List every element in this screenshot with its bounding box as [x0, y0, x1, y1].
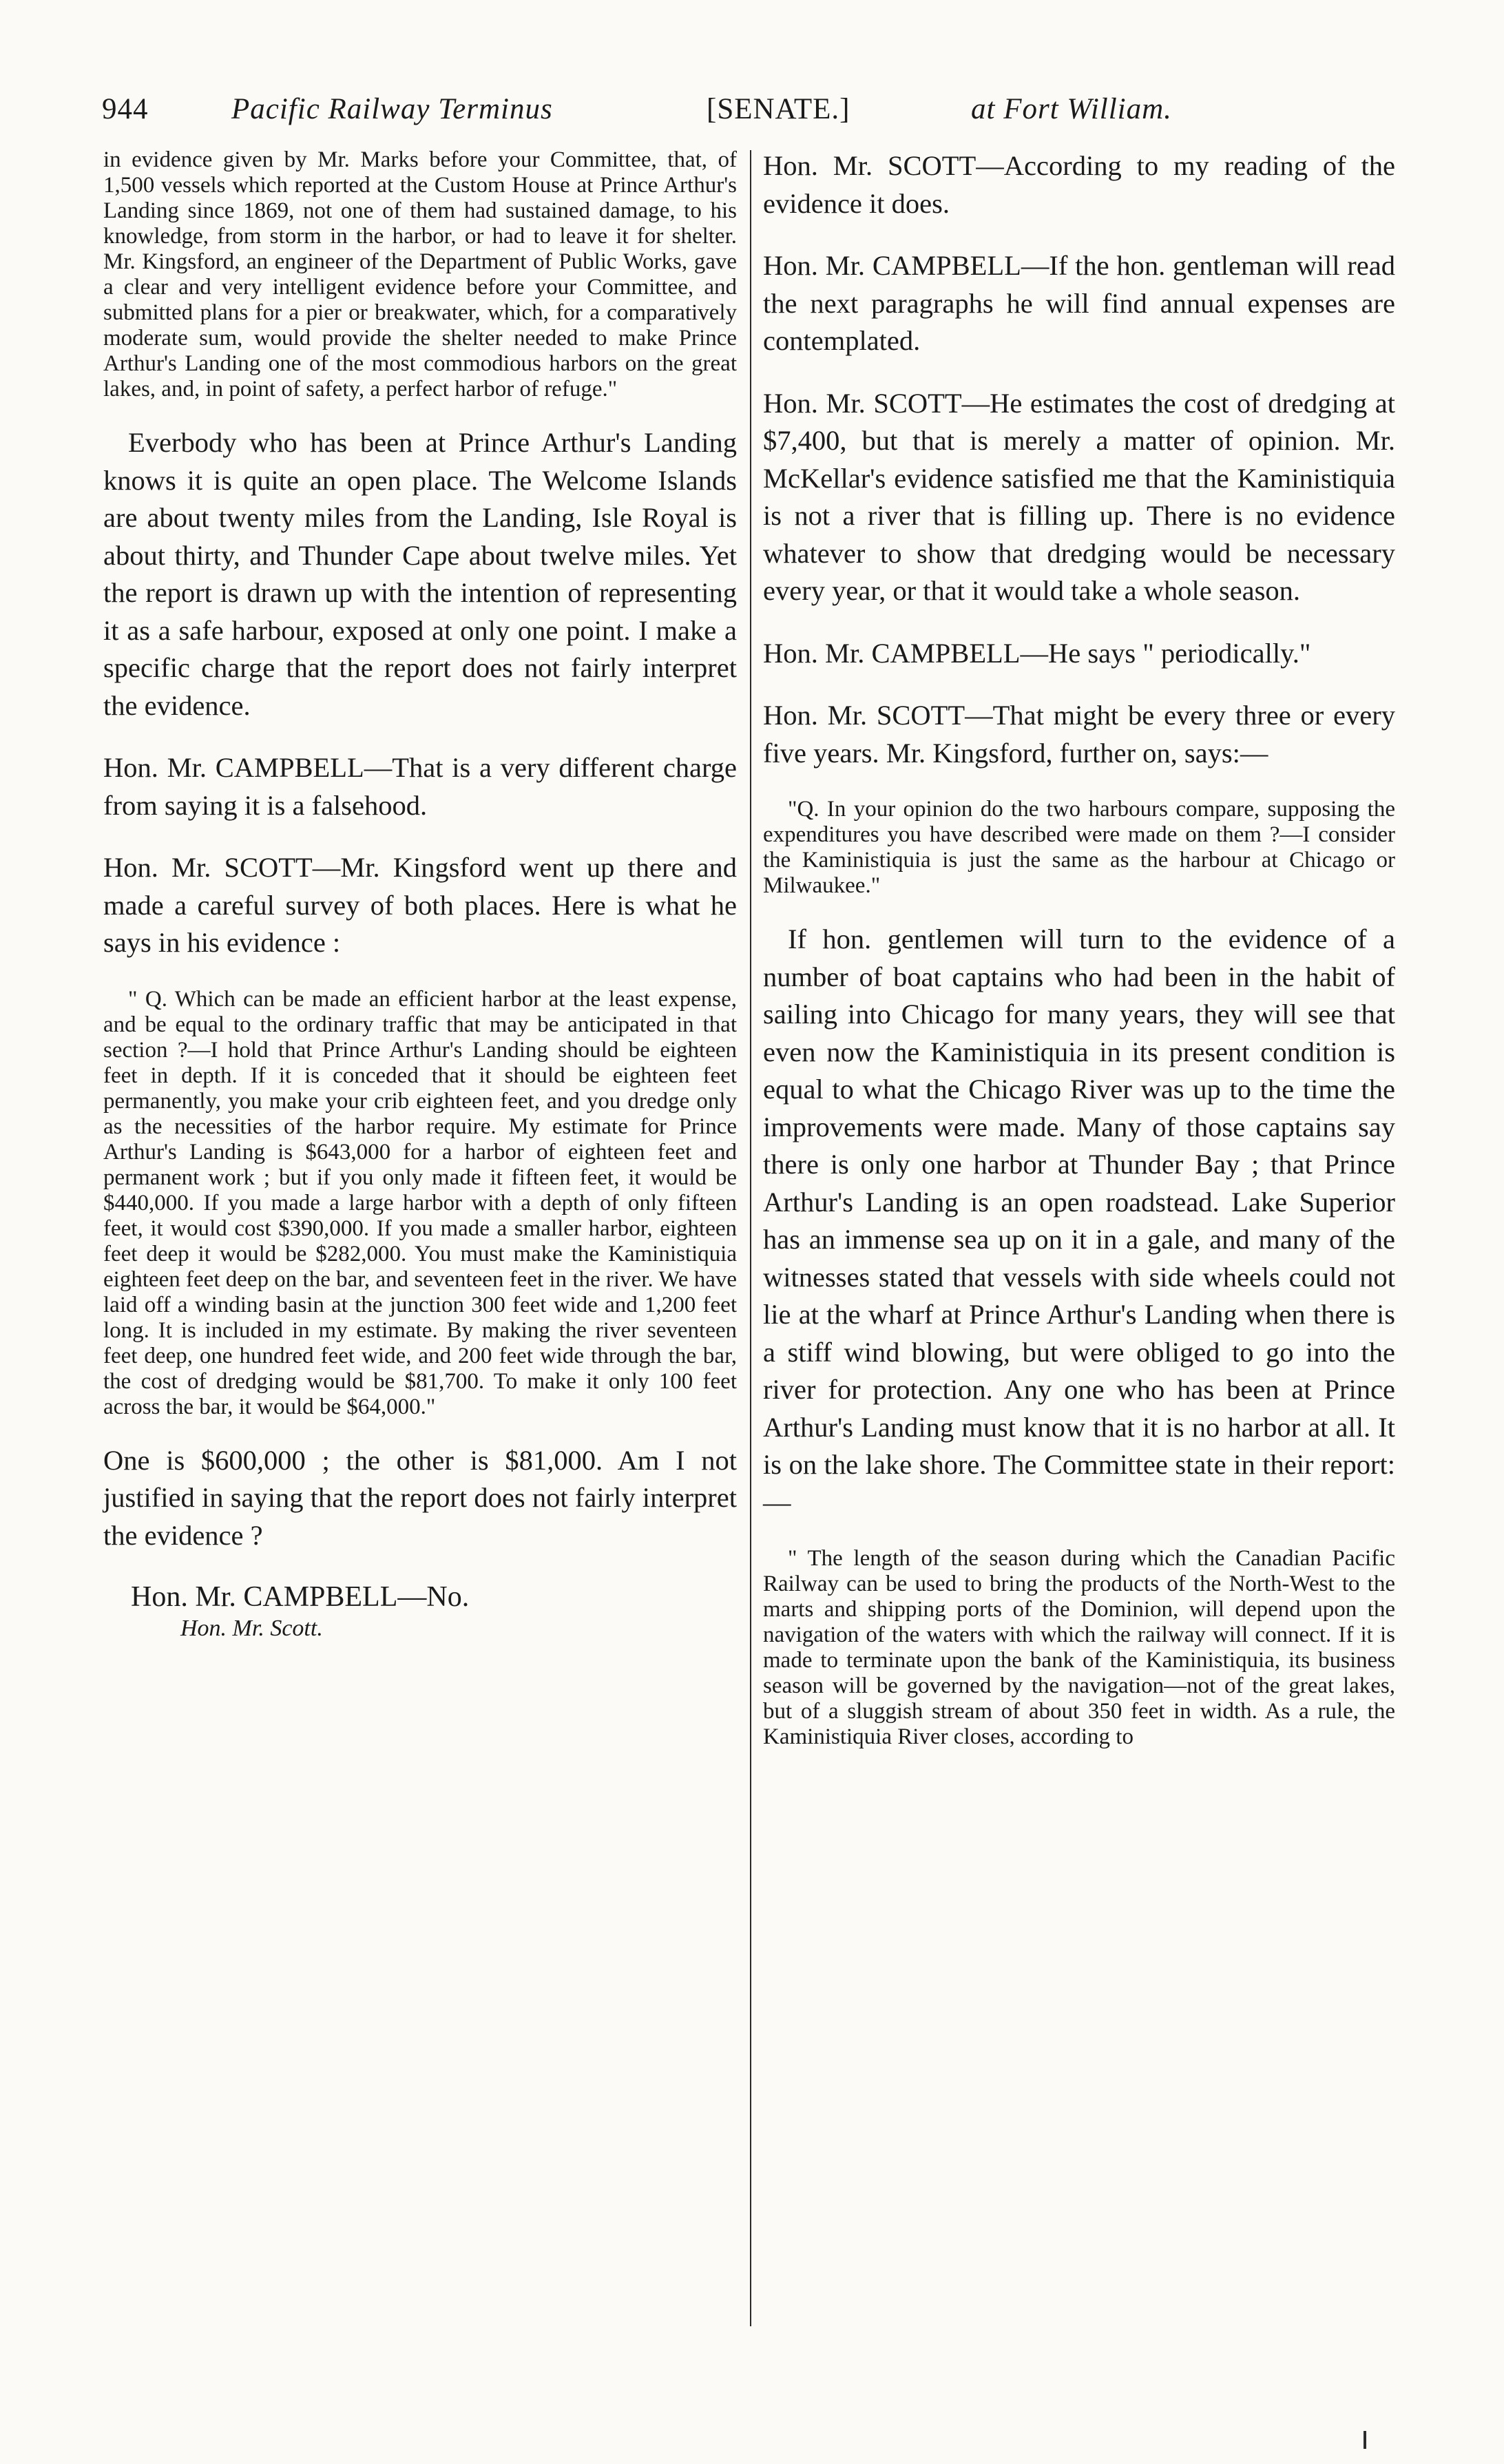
quoted-evidence: "Q. In your opinion do the two harbours compare, supposing the expenditures you have described were made on them ?—I consider the Kaministiquia is just the same as the harbour at Chicago or Milwaukee." [763, 797, 1395, 898]
catchword: Hon. Mr. Scott. [180, 1616, 323, 1641]
speech-paragraph: Hon. Mr. SCOTT—That might be every three or every five years. Mr. Kingsford, further on, says:— [763, 700, 1395, 769]
right-column [763, 147, 1395, 2361]
quoted-report-continuation: in evidence given by Mr. Marks before your Committee, that, of 1,500 vessels which reported at the Custom House at Prince Arthur's Landing since 1869, not one of them had sustained damage, to his knowledge, from storm in the harbor, or had to leave it for shelter. Mr. Kingsford, an engineer of the Department of Public Works, gave a clear and very intelligent evidence before your Committee, and submitted plans for a pier or breakwater, which, for a comparatively moderate sum, would provide the shelter needed to make Prince Arthur's Landing one of the most commodious harbors on the great lakes, and, in point of safety, a perfect harbor of refuge." [103, 147, 737, 401]
location-label: at Fort William. [971, 93, 1172, 125]
speech-paragraph: Hon. Mr. SCOTT—According to my reading of the evidence it does. [763, 150, 1395, 219]
left-column [103, 147, 737, 2361]
running-header [96, 83, 1422, 138]
speech-paragraph: Hon. Mr. CAMPBELL—He says " periodically." [763, 637, 1311, 669]
speaker-line: Hon. Mr. CAMPBELL—No. [131, 1581, 470, 1613]
speech-paragraph: Everbody who has been at Prince Arthur's Landing knows it is quite an open place. The Welcome Islands are about twenty miles from the Landing, Isle Royal is about thirty, and Thunder Cape about twelve miles. Yet the report is drawn up with the intention of representing it as a safe harbour, exposed at only one point. I make a specific charge that the report does not fairly interpret the evidence. [103, 427, 737, 721]
page-number: 944 [102, 93, 149, 125]
quoted-report: " The length of the season during which the Canadian Pacific Railway can be used to bring the products of the North-West to the marts and shipping ports of the Dominion, will depend upon the navigation of the waters with which the railway will connect. If it is made to terminate upon the bank of the Kaministiquia, its business season will be governed by the navigation—not of the great lakes, but of a sluggish stream of about 350 feet in width. As a rule, the Kaministiquia River closes, according to [763, 1546, 1395, 1749]
speech-paragraph: Hon. Mr. CAMPBELL—If the hon. gentleman will read the next paragraphs he will find annual expenses are contemplated. [763, 250, 1395, 356]
column-divider [750, 150, 751, 2326]
quoted-evidence: " Q. Which can be made an efficient harbor at the least expense, and be equal to the ordinary traffic that may be anticipated in that section ?—I hold that Prince Arthur's Landing should be eighteen feet in depth. If it is conceded that it should be eighteen feet permanently, you make your crib eighteen feet, and you dredge only as the necessities of the harbor require. My estimate for Prince Arthur's Landing is $643,000 for a harbor of eighteen feet and permanent work ; but if you only made it fifteen feet, it would be $440,000. If you made a large harbor with a depth of only fifteen feet, it would cost $390,000. If you made a smaller harbor, eighteen feet deep it would be $282,000. You must make the Kaministiquia eighteen feet deep on the bar, and seventeen feet in the river. We have laid off a winding basin at the junction 300 feet wide and 1,200 feet long. It is included in my estimate. By making the river seventeen feet deep, one hundred feet wide, and 200 feet wide through the bar, the cost of dredging would be $81,700. To make it only 100 feet across the bar, it would be $64,000." [103, 986, 737, 1419]
speech-paragraph: One is $600,000 ; the other is $81,000. Am I not justified in saying that the report does not fairly interpret the evidence ? [103, 1444, 737, 1551]
running-title: Pacific Railway Terminus [231, 93, 553, 125]
speech-paragraph: If hon. gentlemen will turn to the evidence of a number of boat captains who had been in the habit of sailing into Chicago for many years, they will see that even now the Kaministiquia in its present condition is equal to what the Chicago River was up to the time the improvements were made. Many of those captains say there is only one harbor at Thunder Bay ; that Prince Arthur's Landing is an open roadstead. Lake Superior has an immense sea up on it in a gale, and many of the witnesses stated that vessels with side wheels could not lie at the wharf at Prince Arthur's Landing when there is a stiff wind blowing, but were obliged to go into the river for protection. Any one who has been at Prince Arthur's Landing must know that it is no harbor at all. It is on the lake shore. The Committee state in their report:— [763, 923, 1395, 1518]
footer-mark [1364, 2431, 1366, 2449]
speech-paragraph: Hon. Mr. SCOTT—Mr. Kingsford went up there and made a careful survey of both places. Here is what he says in his evidence : [103, 852, 737, 958]
speech-paragraph: Hon. Mr. CAMPBELL—That is a very different charge from saying it is a falsehood. [103, 752, 737, 821]
speech-paragraph: Hon. Mr. SCOTT—He estimates the cost of dredging at $7,400, but that is merely a matter of opinion. Mr. McKellar's evidence satisfied me that the Kaministiquia is not a river that is filling up. There is no evidence whatever to show that dredging would be necessary every year, or that it would take a whole season. [763, 387, 1395, 606]
house-label: [SENATE.] [707, 93, 850, 125]
